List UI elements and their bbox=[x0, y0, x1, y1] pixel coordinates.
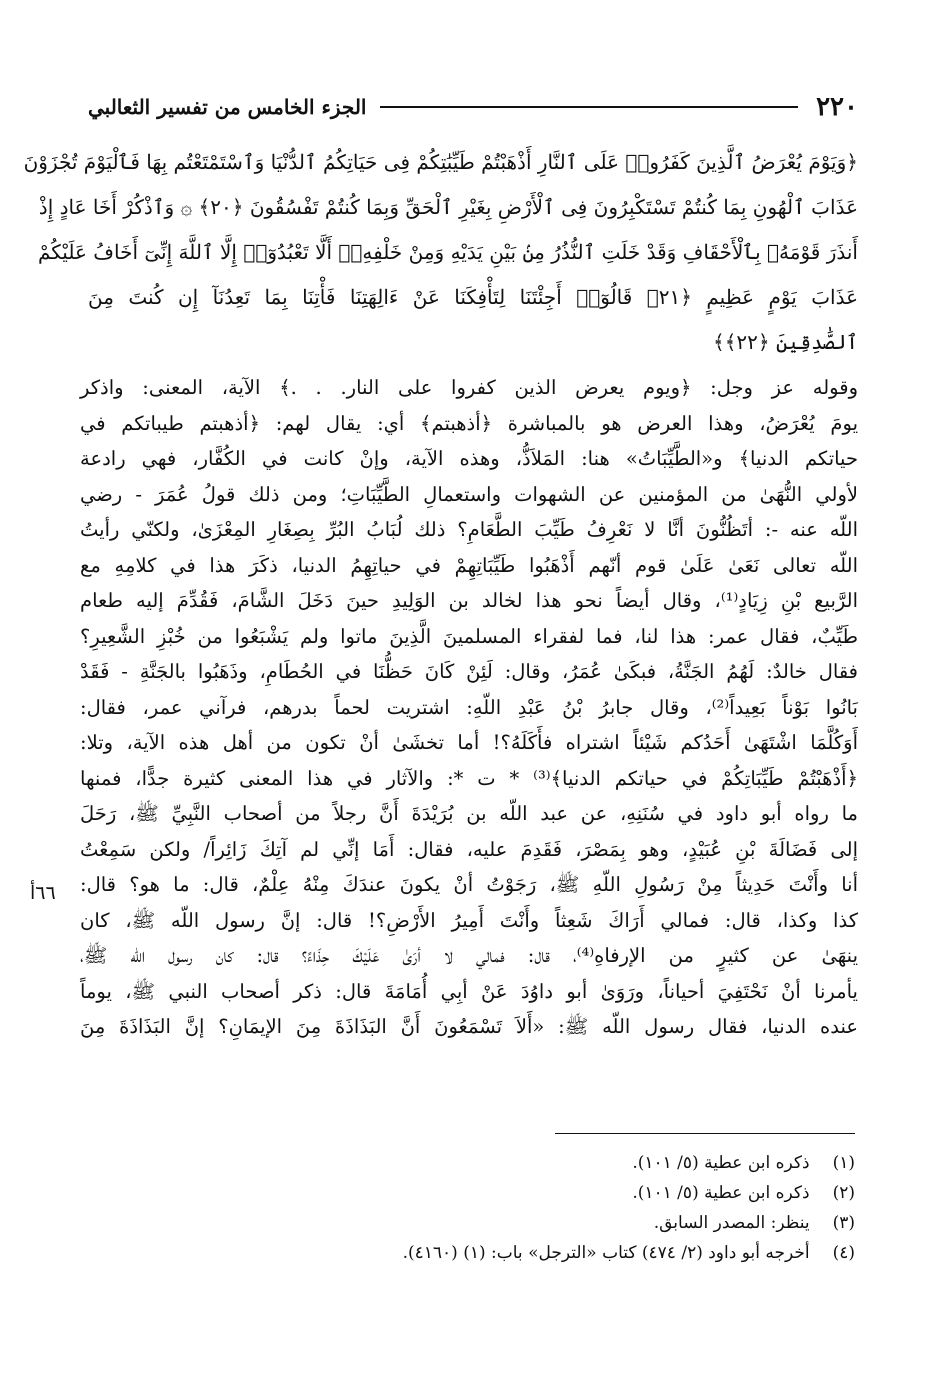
text-line: أَوَكُلَّمَا اشْتَهَىٰ أَحَدُكم شَيْئاً اشتراه فأَكَلَهُ؟! أما تخشَىٰ أنْ تكون من أهل هذه الآية، وتلا: bbox=[80, 731, 858, 754]
footnote-text: ذكره ابن عطية (٥/ ١٠١). bbox=[632, 1153, 810, 1173]
header-rule bbox=[380, 106, 798, 108]
quran-line: ﴿وَيَوْمَ يُعْرَضُ ٱلَّذِينَ كَفَرُوا۟ عَلَى ٱلنَّارِ أَذْهَبْتُمْ طَيِّبَٰتِكُمْ فِى حَيَاتِكُمُ ٱلدُّنْيَا وَٱسْتَمْتَعْتُم بِهَا فَٱلْيَوْمَ تُجْزَوْنَ bbox=[23, 150, 858, 174]
text-line: حياتكم الدنيا﴾ و«الطَّيِّبَاتُ» هنا: المَلاَذُّ، وهذه الآية، وإنْ كانت في الكُفَّار، فهي رادعة bbox=[80, 447, 858, 470]
footnote-separator bbox=[555, 1133, 855, 1134]
text-line: عنده الدنيا، فقال رسول اللّه ﷺ: «أَلاَ تَسْمَعُونَ أَنَّ البَذَاذَةَ مِنَ الإيمَانِ؟ إنَّ البَذَاذَةَ مِنَ bbox=[80, 1015, 858, 1038]
footnote bbox=[85, 1148, 855, 1178]
text-line: ينهَىٰ عن كثيرٍ من الإرفاهِ⁽⁴⁾، قال: فمالي لا أرَىٰ عَلَيْكَ حِذَاءً؟ قال: كان رسول اللّه ﷺ، bbox=[80, 944, 858, 967]
page-number: ٢٢٠ bbox=[816, 92, 858, 122]
manuscript-folio-marker: ٦٦أ bbox=[30, 882, 56, 904]
text-line: لأولي النُّهَىٰ من المؤمنين عن الشهوات واستعمالِ الطَّيِّبَاتِ؛ ومن ذلك قولُ عُمَرَ - رضي bbox=[80, 482, 858, 506]
quran-line: ٱلصَّٰدِقِينَ ﴿٢٢﴾﴾ bbox=[712, 330, 858, 354]
quran-line: عَذَابَ ٱلْهُونِ بِمَا كُنتُمْ تَسْتَكْبِرُونَ فِى ٱلْأَرْضِ بِغَيْرِ ٱلْحَقِّ وَبِمَا كُنتُمْ تَفْسُقُونَ ﴿٢٠﴾ ۞ وَٱذْكُرْ أَخَا عَادٍ إِذْ bbox=[38, 195, 858, 219]
footnote bbox=[85, 1238, 855, 1268]
text-line: الرَّبيع بْنِ زِيَادٍ⁽¹⁾، وقال أيضاً نحو هذا لخالد بن الوَلِيدِ حينَ دَخَلَ الشَّامَ، فَقُدِّمَ إليه طعام bbox=[80, 589, 858, 612]
text-line: أنا وأَنْتَ حَدِيثاً مِنْ رَسُولِ اللّهِ ﷺ، رَجَوْتُ أنْ يكونَ عندَكَ مِنْهُ عِلْمٌ، قال: ما هو؟ قال: bbox=[80, 873, 858, 896]
running-title: الجزء الخامس من تفسير الثعالبي bbox=[88, 95, 367, 119]
text-line: اللّه عنه -: أتَظُنُّونَ أنَّا لا نَعْرِفُ طَيِّبَ الطَّعَامِ؟ ذلك لُبَابُ البُرِّ بِصِغَارِ المِعْزَىٰ، ولكنّي رأيتُ bbox=[80, 518, 858, 541]
text-line: وقوله عز وجل: ﴿ويوم يعرض الذين كفروا على النار. . .﴾ الآية، المعنى: واذكر bbox=[80, 376, 858, 399]
text-line: فقال خالدٌ: لَهُمُ الجَنَّةُ، فبكَىٰ عُمَرُ، وقال: لَئِنْ كَانَ حَظُّنَا في الحُطَامِ، وذَهَبُوا بالجَنَّةِ - فَقَدْ bbox=[80, 660, 858, 683]
text-line: ﴿أَذْهَبْتُمْ طَيِّبَاتِكُمْ في حياتكم الدنيا﴾⁽³⁾ * ت *: والآثار في هذا المعنى كثيرة جدًّا، فمنها bbox=[80, 766, 858, 790]
commentary-text bbox=[80, 370, 858, 1045]
text-line: يومَ يُعْرَضُ، وهذا العرض هو بالمباشرة ﴿أذهبتم﴾ أي: يقال لهم: ﴿أذهبتم طيباتكم في bbox=[80, 411, 858, 435]
text-line: كذا وكذا، قال: فمالي أَرَاكَ شَعِثاً وأَنْتَ أَمِيرُ الأَرْضِ؟! قال: إنَّ رسول اللّه ﷺ، كان bbox=[80, 908, 858, 932]
quran-line: عَذَابَ يَوْمٍ عَظِيمٍ ﴿٢١﴾ قَالُوٓا۟ أَجِئْتَنَا لِتَأْفِكَنَا عَنْ ءَالِهَتِنَا فَأْتِنَا بِمَا تَعِدُنَآ إِن كُنتَ مِنَ bbox=[88, 285, 859, 309]
footnote bbox=[85, 1208, 855, 1238]
quran-verse-block bbox=[23, 140, 859, 365]
footnote-number: (١) bbox=[832, 1153, 855, 1173]
text-line: ما رواه أبو داود في سُنَنِهِ، عن عبد اللّه بن بُرَيْدَةَ أَنَّ رجلاً من أصحاب النَّبِيِّ ﷺ، رَحَلَ bbox=[80, 802, 858, 825]
text-line: طَيِّبٌ، فقال عمر: هذا لنا، فما لفقراء المسلمينَ الَّذِينَ ماتوا ولم يَشْبَعُوا من خُبْزِ الشَّعِيرِ؟ bbox=[80, 624, 858, 648]
footnote-number: (٤) bbox=[832, 1243, 855, 1263]
footnote-number: (٢) bbox=[832, 1183, 855, 1203]
footnote-number: (٣) bbox=[832, 1213, 855, 1233]
page-header bbox=[88, 92, 858, 122]
text-line: إلى فَضَالَةَ بْنِ عُبَيْدٍ، وهو بِمَصْرَ، فَقَدِمَ عليه، فقال: أَمَا إنِّي لم آتِكَ زَائِراً/ ولكن سَمِعْتُ bbox=[80, 837, 858, 861]
footnote-text: ذكره ابن عطية (٥/ ١٠١). bbox=[632, 1183, 810, 1203]
footnote-text: أخرجه أبو داود (٢/ ٤٧٤) كتاب «الترجل» باب: (١) (٤١٦٠). bbox=[402, 1243, 810, 1263]
footnotes bbox=[85, 1148, 855, 1268]
quran-line: أَنذَرَ قَوْمَهُۥ بِٱلْأَحْقَافِ وَقَدْ خَلَتِ ٱلنُّذُرُ مِنۢ بَيْنِ يَدَيْهِ وَمِنْ خَلْفِهِۦٓ أَلَّا تَعْبُدُوٓا۟ إِلَّا ٱللَّهَ إِنِّىٓ أَخَافُ عَلَيْكُمْ bbox=[37, 240, 858, 264]
footnote bbox=[85, 1178, 855, 1208]
text-line: بَانُوا بَوْناً بَعِيداً⁽²⁾، وقال جابرُ بْنُ عَبْدِ اللّهِ: اشتريت لحماً بدرهم، فرآني عمر، فقال: bbox=[80, 695, 858, 719]
text-line: يأمرنا أنْ نَحْتَفِيَ أحياناً، ورَوَىٰ أبو داوُدَ عَنْ أبِي أُمَامَةَ قال: ذكر أصحاب النبي ﷺ، يوماً bbox=[80, 979, 858, 1003]
footnote-text: ينظر: المصدر السابق. bbox=[653, 1213, 810, 1233]
text-line: اللّه تعالى نَعَىٰ عَلَىٰ قوم أنّهم أَذْهَبُوا طَيِّبَاتِهِمْ في حياتِهِمُ الدنيا، ذكَرَ هذا في كلامِهِ مع bbox=[80, 553, 858, 577]
